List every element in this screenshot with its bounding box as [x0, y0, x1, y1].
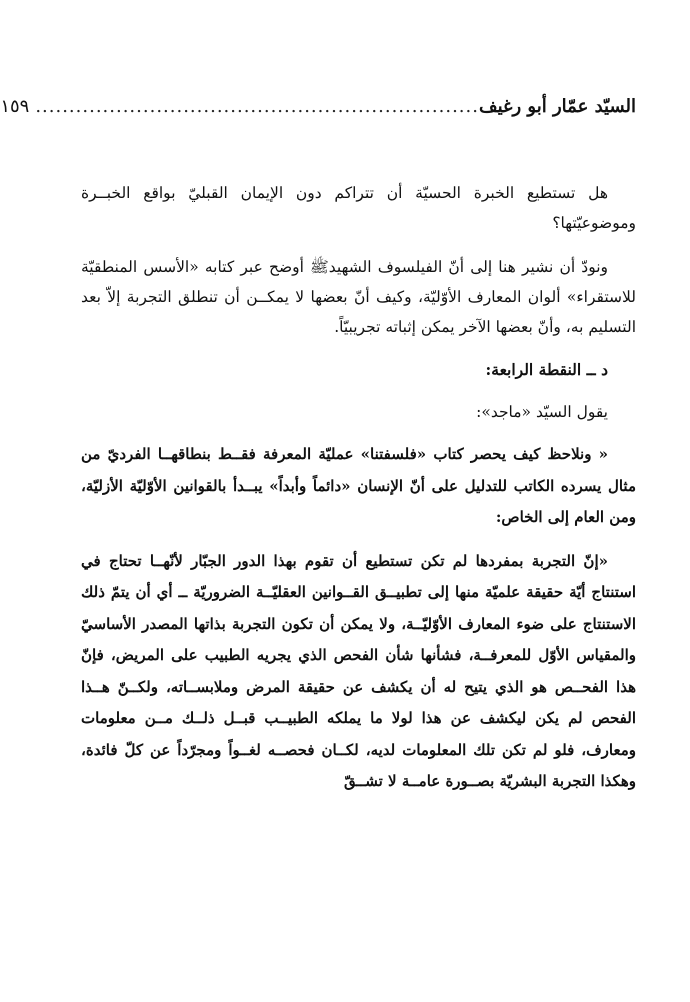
running-header: [0, 93, 636, 119]
section-heading: د ــ النقطة الرابعة:: [485, 360, 608, 379]
paragraph-note: ونودّ أن نشير هنا إلى أنّ الفيلسوف الشهيدﷺ أوضح عبر كتابه «الأسس المنطقيّة للاستقراء» ألوان المعارف الأوّليّة، وكيف أنّ بعضها لا يمكــن أن تنطلق التجربة إلاّ بعد التسليم به، وأنّ بعضها الآخر يمكن إثباته تجريبيّاً.: [81, 258, 636, 336]
leader-dots: ..................................................................: [35, 95, 479, 117]
page-number: ١٥٩: [0, 95, 30, 117]
running-header-title: السيّد عمّار أبو رغيف: [478, 95, 636, 117]
paragraph-question: هل تستطيع الخبرة الحسيّة أن تتراكم دون الإيمان القبليّ بواقع الخبــرة وموضوعيّتها؟: [81, 184, 636, 232]
quoted-paragraph-1: « ونلاحظ كيف يحصر كتاب «فلسفتنا» عمليّة المعرفة فقــط بنطاقهــا الفرديّ من مثال يسرده الكاتب للتدليل على أنّ الإنسان «دائماً وأبداً» يبــدأ بالقوانين الأوّليّة الأزليّة، ومن العام إلى الخاص:: [81, 445, 636, 526]
quote-intro: يقول السيّد «ماجد»:: [476, 403, 608, 421]
body-text: [81, 178, 636, 798]
quoted-paragraph-2: «إنّ التجربة بمفردها لم تكن تستطيع أن تقوم بهذا الدور الجبّار لأنّهــا تحتاج في استنتاج أيّة حقيقة علميّة منها إلى تطبيــق القــوانين العقليّــة الضروريّة ــ أي أن يتمّ ذلك الاستنتاج على ضوء المعارف الأوّليّــة، ولا يمكن أن تكون التجربة بذاتها المصدر الأساسيّ والمقياس الأوّل للمعرفــة، فشأنها شأن الفحص الذي يجريه الطبيب على المريض، فإنّ هذا الفحــص هو الذي يتيح له أن يكشف عن حقيقة المرض وملابســاته، ولكــنّ هــذا الفحص لم يكن ليكشف عن هذا لولا ما يملكه الطبيــب قبــل ذلــك مــن معلومات ومعارف، فلو لم تكن تلك المعلومات لديه، لكــان فحصــه لغــواً ومجرّداً عن كلّ فائدة، وهكذا التجربة البشريّة بصــورة عامــة لا تشــقّ: [81, 551, 636, 790]
